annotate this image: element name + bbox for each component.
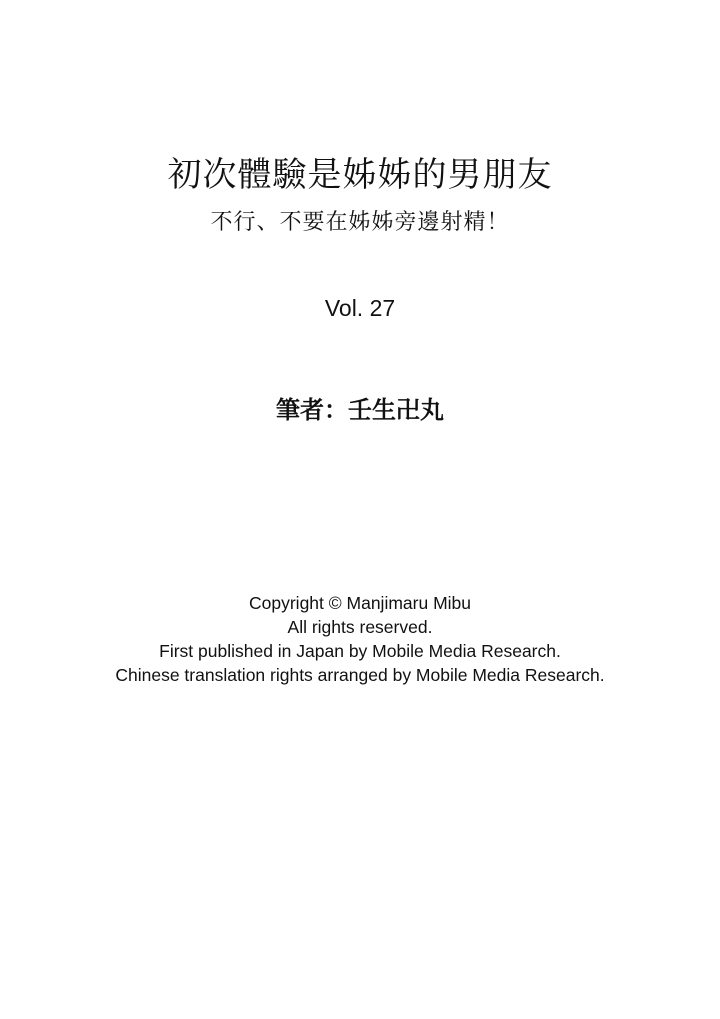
author-credit: 筆者：壬生卍丸	[276, 396, 444, 424]
volume-number: Vol. 27	[324, 295, 396, 321]
copyright-line: Copyright © Manjimaru Mibu	[249, 593, 471, 613]
copyright-line: First published in Japan by Mobile Media Research.	[159, 641, 561, 661]
copyright-line: All rights reserved.	[287, 617, 433, 637]
book-title: 初次體驗是姊姊的男朋友	[167, 155, 553, 195]
copyright-line: Chinese translation rights arranged by Mobile Media Research.	[115, 665, 605, 685]
book-subtitle: 不行、不要在姊姊旁邊射精！	[210, 210, 510, 235]
copyright-notice	[0, 591, 720, 687]
